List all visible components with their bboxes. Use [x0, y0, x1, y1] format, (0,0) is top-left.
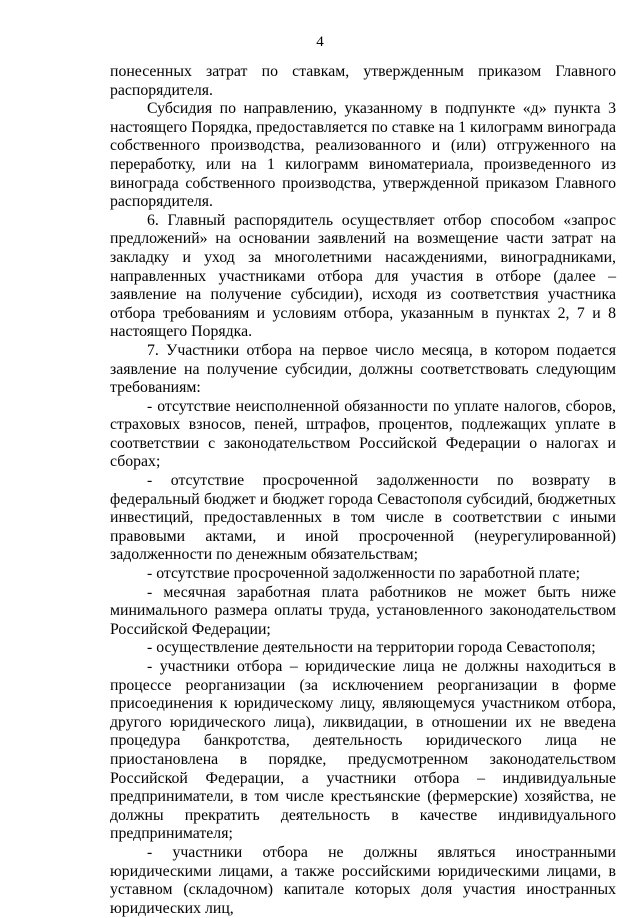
document-body	[110, 63, 616, 918]
requirement-item: - отсутствие просроченной задолженности по заработной плате;	[147, 565, 580, 583]
requirement-item: - месячная заработная плата работников не может быть ниже минимального размера оплаты труда, установленного законодательством Российской Федерации;	[110, 583, 616, 638]
paragraph-continuation: понесенных затрат по ставкам, утвержденным приказом Главного распорядителя.	[110, 63, 616, 99]
requirement-item: - участники отбора не должны являться иностранными юридическими лицами, а также российскими юридическими лицами, в уставном (складочном) капитале которых доля участия иностранных юридических лиц,	[110, 843, 616, 917]
requirement-item: - отсутствие просроченной задолженности по возврату в федеральный бюджет и бюджет города Севастополя субсидий, бюджетных инвестиций, предоставленных в том числе в соответствии с иными правовыми актами, и иной просроченной (неурегулированной) задолженности по денежным обязательствам;	[110, 472, 616, 564]
page-number: 4	[316, 34, 324, 50]
paragraph-subsidy-rate: Субсидия по направлению, указанному в подпункте «д» пункта 3 настоящего Порядка, предоставляется по ставке на 1 килограмм винограда собственного производства, реализованного и (или) отгруженного на переработку, или на 1 килограмм виноматериала, произведенного из винограда собственного производства, утвержденной приказом Главного распорядителя.	[110, 100, 616, 211]
requirement-item: - отсутствие неисполненной обязанности по уплате налогов, сборов, страховых взносов, пеней, штрафов, процентов, подлежащих уплате в соответствии с законодательством Российской Федерации о налогах и сборах;	[110, 397, 616, 471]
paragraph-item-7: 7. Участники отбора на первое число месяца, в котором подается заявление на получение субсидии, должны соответствовать следующим требованиям:	[110, 341, 616, 397]
requirement-item: - осуществление деятельности на территории города Севастополя;	[147, 639, 596, 657]
paragraph-item-6: 6. Главный распорядитель осуществляет отбор способом «запрос предложений» на основании заявлений на возмещение части затрат на закладку и уход за многолетними насаждениями, виноградниками, направленных участниками отбора для участия в отборе (далее – заявление на получение субсидии), исходя из соответствия участника отбора требованиям и условиям отбора, указанным в пунктах 2, 7 и 8 настоящего Порядка.	[110, 211, 616, 341]
requirement-item: - участники отбора – юридические лица не должны находиться в процессе реорганизации (за исключением реорганизации в форме присоединения к юридическому лицу, являющемуся участником отбора, другого юридического лица), ликвидации, в отношении их не введена процедура банкротства, деятельность юридического лица не приостановлена в порядке, предусмотренном законодательством Российской Федерации, а участники отбора – индивидуальные предприниматели, в том числе крестьянские (фермерские) хозяйства, не должны прекратить деятельность в качестве индивидуального предпринимателя;	[110, 658, 616, 843]
